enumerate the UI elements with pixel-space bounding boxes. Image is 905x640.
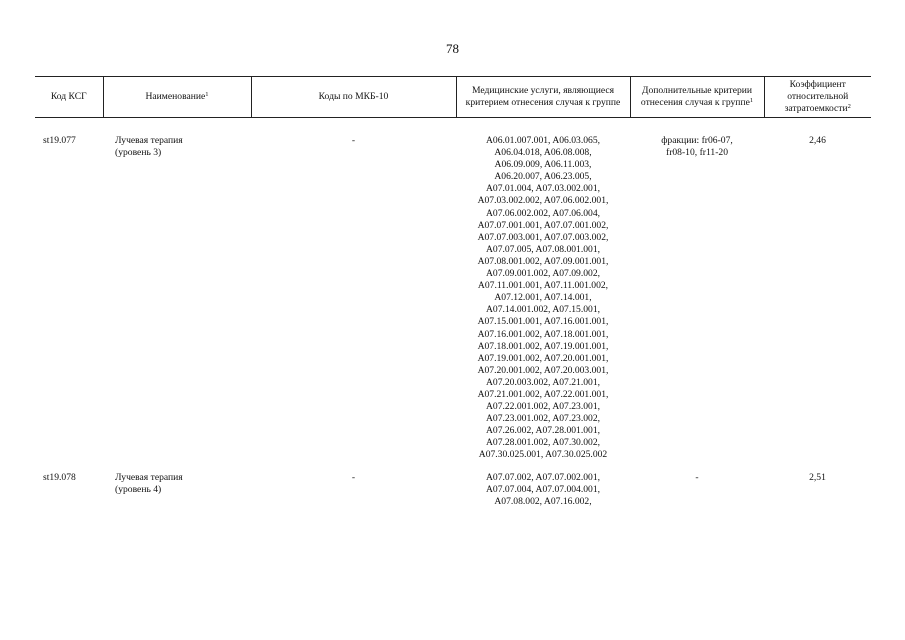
header-cell-code: Код КСГ [35, 77, 103, 118]
header-cell-name: Наименование$^1$ [103, 77, 251, 118]
name-cell [103, 135, 251, 462]
services-cell-line: A07.07.005, A07.08.001.001, [485, 243, 601, 255]
criteria-cell-line: - [695, 471, 699, 483]
mkb-cell: - [351, 135, 356, 146]
services-cell-line: A07.30.025.001, A07.30.025.002 [478, 449, 608, 461]
services-cell-line: A07.11.001.001, A07.11.001.002, [477, 280, 609, 292]
header-cell-criteria: Дополнительные критерии отнесения случая к группе$^1$ [630, 77, 764, 118]
name-cell-line: Лучевая терапия [115, 471, 183, 483]
services-cell-line: A07.26.002, A07.28.001.001, [485, 425, 601, 437]
services-cell-line: A07.21.001.002, A07.22.001.001, [477, 388, 609, 400]
services-cell-line: A07.08.002, A07.16.002, [494, 495, 592, 507]
criteria-cell [630, 135, 764, 462]
coefficient-cell: 2,46 [809, 135, 826, 146]
ksg-code-cell: st19.078 [43, 471, 76, 483]
header-cell-services: Медицинские услуги, являющиеся критерием отнесения случая к группе [456, 77, 630, 118]
services-cell-line: A07.06.002.002, A07.06.004, [485, 207, 601, 219]
coefficient-cell: 2,51 [809, 471, 826, 483]
services-cell-line: A07.07.003.001, A07.07.003.002, [477, 231, 609, 243]
criteria-cell-line: фракции: fr06-07, [661, 135, 733, 146]
services-cell-line: A07.15.001.001, A07.16.001.001, [477, 316, 609, 328]
services-cell-line: A07.14.001.002, A07.15.001, [485, 304, 601, 316]
name-cell-line: (уровень 4) [115, 483, 162, 495]
services-cell-line: A07.22.001.002, A07.23.001, [485, 401, 601, 413]
header-cell-coefficient: Коэффициент относительной затратоемкости$^2$ [764, 77, 871, 118]
services-cell-line: A07.18.001.002, A07.19.001.001, [477, 340, 609, 352]
services-cell-line: A07.16.001.002, A07.18.001.001, [477, 328, 609, 340]
services-cell-line: A07.07.001.001, A07.07.001.002, [477, 219, 609, 231]
services-cell-line: A07.19.001.002, A07.20.001.001, [477, 352, 609, 364]
services-cell [456, 135, 630, 462]
table-row [35, 472, 871, 508]
criteria-cell [630, 472, 764, 508]
services-cell-line: A07.28.001.002, A07.30.002, [485, 437, 601, 449]
services-cell-line: A07.20.003.002, A07.21.001, [485, 376, 601, 388]
services-cell-line: A07.12.001, A07.14.001, [494, 292, 592, 304]
name-cell-line: (уровень 3) [115, 147, 162, 159]
services-cell-line: A07.07.004, A07.07.004.001, [485, 483, 601, 495]
services-cell-line: A07.08.001.002, A07.09.001.001, [477, 255, 609, 267]
ksg-table [35, 76, 871, 508]
services-cell-line: A07.23.001.002, A07.23.002, [485, 413, 601, 425]
mkb-cell: - [351, 471, 356, 483]
name-cell [103, 472, 251, 508]
services-cell-line: A06.20.007, A06.23.005, [494, 171, 592, 183]
services-cell-line: A06.04.018, A06.08.008, [494, 147, 592, 159]
services-cell-line: A07.07.002, A07.07.002.001, [485, 471, 601, 483]
header-cell-mkb: Коды по МКБ-10 [251, 77, 456, 118]
services-cell [456, 472, 630, 508]
name-cell-line: Лучевая терапия [115, 135, 183, 146]
page-number: 78 [446, 41, 459, 56]
services-cell-line: A07.01.004, A07.03.002.001, [485, 183, 601, 195]
table-header-row [35, 77, 871, 118]
table-row [35, 135, 871, 462]
services-cell-line: A07.09.001.002, A07.09.002, [485, 268, 601, 280]
criteria-cell-line: fr08-10, fr11-20 [666, 147, 728, 159]
services-cell-line: A07.20.001.002, A07.20.003.001, [477, 364, 609, 376]
ksg-code-cell: st19.077 [43, 135, 76, 146]
services-cell-line: A07.03.002.002, A07.06.002.001, [477, 195, 609, 207]
services-cell-line: A06.09.009, A06.11.003, [494, 159, 592, 171]
services-cell-line: A06.01.007.001, A06.03.065, [485, 135, 601, 146]
